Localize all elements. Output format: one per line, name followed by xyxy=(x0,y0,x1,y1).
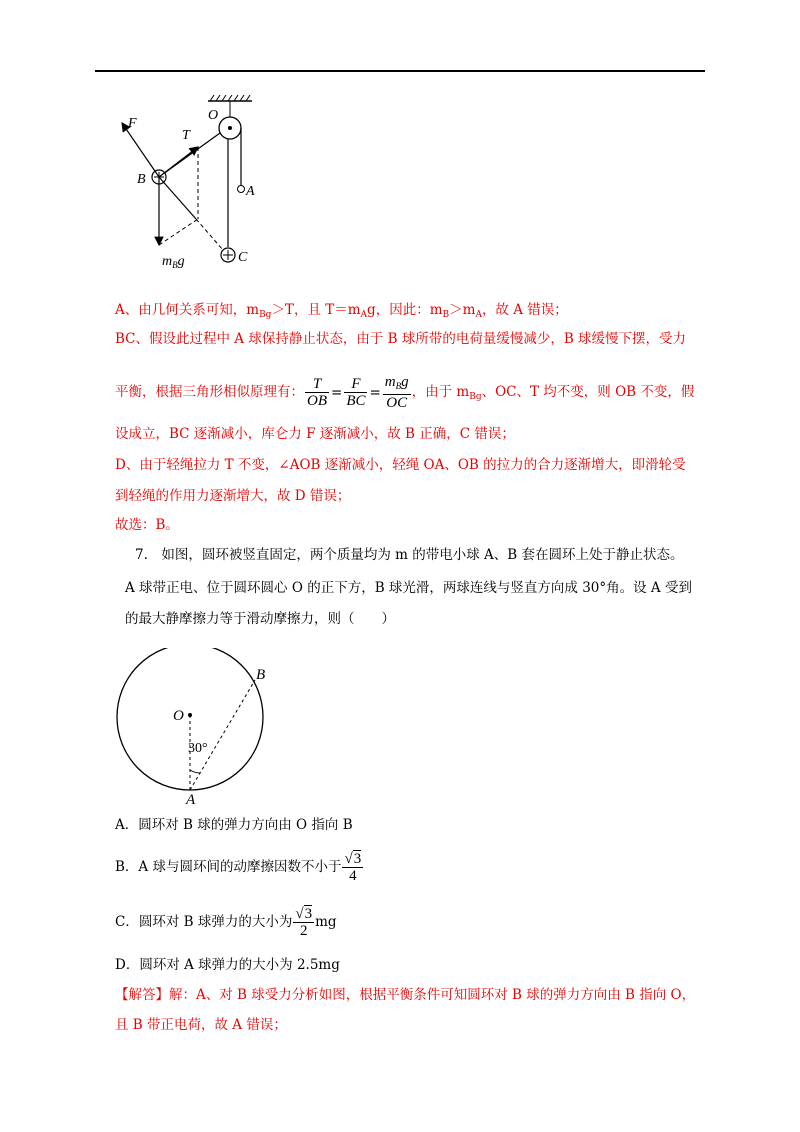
label-b: B xyxy=(137,172,146,187)
label-a: A xyxy=(186,792,196,808)
option-a[interactable]: A．圆环对 B 球的弹力方向由 O 指向 B xyxy=(115,817,353,833)
solution-bc-line1: BC、假设此过程中 A 球保持静止状态，由于 B 球所带的电荷量缓慢减少，B 球缓慢下摆，受力 xyxy=(115,331,687,347)
ring-diagram xyxy=(110,648,280,808)
option-c[interactable]: C．圆环对 B 球弹力的大小为 $\frac{√3}{2}$ mg xyxy=(115,906,337,939)
option-d[interactable]: D．圆环对 A 球弹力的大小为 2.5mg xyxy=(115,957,340,973)
ceiling-hatch xyxy=(208,95,252,101)
solution-d-line2: 到轻绳的作用力逐渐增大，故 D 错误； xyxy=(115,488,351,504)
analysis-tag: 【解答】 xyxy=(115,987,169,1003)
fraction-mbg-oc: $\frac{m_Bg}{OC}$ xyxy=(384,374,409,411)
solution-d-line1: D、由于轻绳拉力 T 不变，∠AOB 逐渐减小，轻绳 OA、OB 的拉力的合力逐渐增大，即滑轮受 xyxy=(115,457,686,473)
question7-line1: 7. 如图，圆环被竖直固定，两个质量均为 m 的带电小球 A、B 套在圆环上处于静止状态。 xyxy=(135,547,684,563)
label-angle-30: 30° xyxy=(188,741,208,756)
fraction-t-ob: $\frac{T}{OB}$ xyxy=(307,376,327,409)
label-t: T xyxy=(182,128,190,143)
ring-circle xyxy=(117,648,266,790)
label-mbg: $m_Bg$ xyxy=(162,254,185,270)
center-o-dot xyxy=(188,713,192,717)
label-f: F xyxy=(128,116,137,131)
question7-line3: 的最大静摩擦力等于滑动摩擦力，则（ ） xyxy=(125,611,395,627)
label-o: O xyxy=(208,108,219,123)
solution-a: A、由几何关系可知，$m_{Bg}>T$，且 $T=m_Ag$，因此：$m_B>m_A$，故 A 错误； xyxy=(115,302,568,320)
solution-bc-line3: 设成立，BC 逐渐减小，库仑力 F 逐渐减小，故 B 正确，C 错误； xyxy=(115,426,515,442)
ball-a xyxy=(238,186,245,193)
label-a: A xyxy=(246,184,255,199)
option-b[interactable]: B．A 球与圆环间的动摩擦因数不小于 $\frac{√3}{4}$ xyxy=(115,851,362,884)
label-o: O xyxy=(173,708,184,724)
header-rule xyxy=(95,70,705,72)
label-b: B xyxy=(256,667,266,683)
question7-line2: A 球带正电、位于圆环圆心 O 的正下方，B 球光滑，两球连线与竖直方向成 30°角。设 A 受到 xyxy=(125,580,692,596)
solution-bc-line2: 平衡，根据三角形相似原理有： $\frac{T}{OB}$ = $\frac{F}{BC}$ = $\frac{m_Bg}{OC}$ ，由于 $m_{Bg}$、OC、T 均不变，则 OB 不变，假 xyxy=(115,374,695,411)
pulley-force-diagram xyxy=(110,95,280,275)
label-c: C xyxy=(238,250,248,265)
fraction-sqrt3-2: $\frac{√3}{2}$ xyxy=(295,906,313,939)
fraction-sqrt3-4: $\frac{√3}{4}$ xyxy=(344,851,362,884)
analysis-line2: 且 B 带正电荷，故 A 错误； xyxy=(115,1017,287,1033)
solution-answer: 故选：B。 xyxy=(115,517,179,533)
fraction-f-bc: $\frac{F}{BC}$ xyxy=(346,376,366,409)
analysis-line1: 【解答】解：A、对 B 球受力分析如图，根据平衡条件可知圆环对 B 球的弹力方向由 B 指向 O， xyxy=(115,987,696,1003)
